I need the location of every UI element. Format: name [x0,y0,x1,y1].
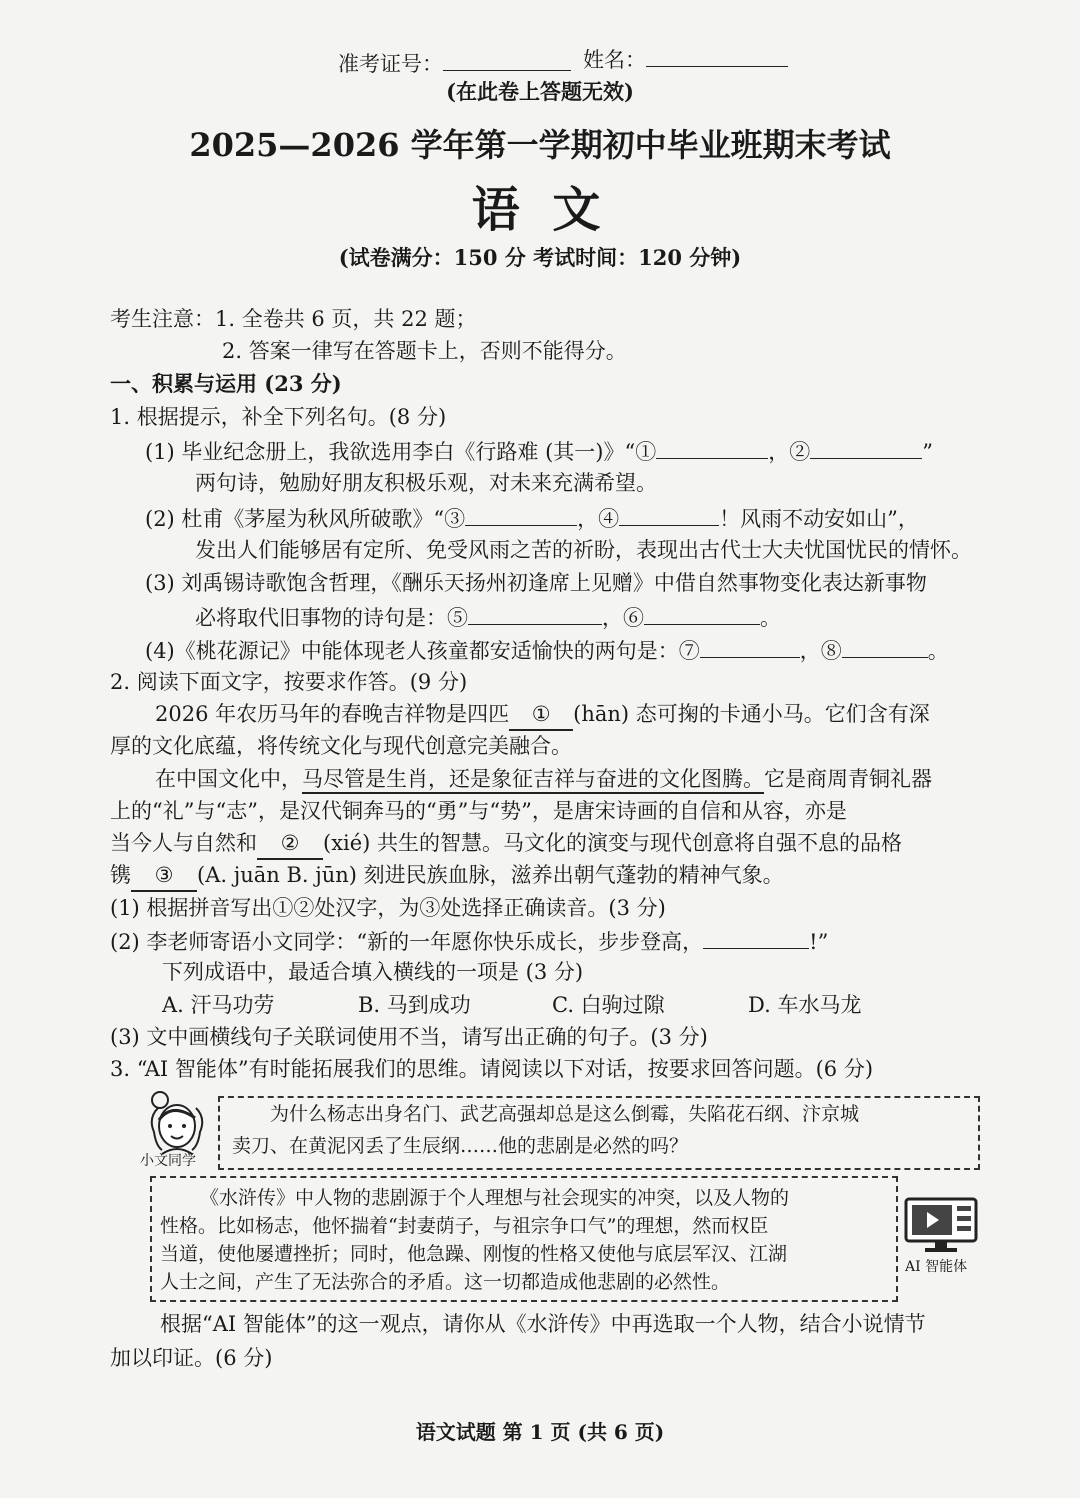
q1-part2-text-c: ！风雨不动安如山”， [719,507,919,531]
q1-part3-text-b: ，⑥ [602,606,644,630]
q2-para2-line4-text: 镌 [110,863,131,887]
exam-number-field [338,48,571,78]
student-dialog-line1: 为什么杨志出身名门、武艺高强却总是这么倒霉，失陷花石纲、汴京城 [270,1103,860,1125]
q1-part3-text-c: 。 [760,606,781,630]
name-label: 姓名： [583,48,646,72]
q1-part1-line1 [145,436,933,466]
ai-dialog-line3: 当道，使他屡遭挫折；同时，他急躁、刚愎的性格又使他与底层军汉、江湖 [160,1243,788,1265]
q2-blank-1: ① [509,700,573,731]
blank-8 [842,635,928,658]
q1-part4-line1 [145,635,949,665]
q2-para2-text: 在中国文化中， [155,767,302,791]
q2-para2-line1 [155,765,932,793]
q1-part4-text-b: ，⑧ [799,639,842,663]
question-1-stem: 1. 根据提示，补全下列名句。(8 分) [110,405,447,429]
q2-para2-line2: 上的“礼”与“志”，是汉代铜奔马的“勇”与“势”，是唐宋诗画的自信和从容，亦是 [110,799,847,823]
q2-para1-line1 [155,700,930,731]
q2-blank-2: ② [257,829,323,860]
blank-3 [465,503,577,526]
option-a: A. 汗马功劳 [162,993,275,1017]
q2-para2-text-b: 它是商周青铜礼器 [764,767,932,791]
q2-para2-line3 [110,829,902,860]
notice-line-1: 考生注意：1. 全卷共 6 页，共 22 题； [110,307,477,331]
q1-part1-text-c: ” [922,440,933,464]
q1-part2-line1 [145,503,919,533]
q2-sub3: (3) 文中画横线句子关联词使用不当，请写出正确的句子。(3 分) [110,1025,708,1049]
exam-number-blank [443,48,571,71]
option-d: D. 车水马龙 [748,993,862,1017]
blank-7 [700,635,800,658]
student-avatar-icon [142,1088,212,1158]
score-time-info: (试卷满分：150 分 考试时间：120 分钟) [338,245,742,270]
name-field [583,44,788,74]
q1-part2-text: (2) 杜甫《茅屋为秋风所破歌》“③ [145,507,466,531]
computer-monitor-icon [903,1196,979,1254]
student-dialog-line2: 卖刀、在黄泥冈丢了生辰纲……他的悲剧是必然的吗？ [232,1135,689,1157]
student-label: 小文同学 [140,1153,196,1169]
exam-title: 2025—2026 学年第一学期初中毕业班期末考试 [189,126,891,164]
q2-para2-line3-text-b: (xié) 共生的智慧。马文化的演变与现代创意将自强不息的品格 [323,831,903,855]
exam-number-label: 准考证号： [338,52,443,76]
option-b: B. 马到成功 [358,993,471,1017]
q1-part1-line2: 两句诗，勉励好朋友积极乐观，对未来充满希望。 [195,471,657,495]
q2-para2-line4-text-b: (A. juān B. jūn) 刻进民族血脉，滋养出朝气蓬勃的精神气象。 [197,863,784,887]
question-2-stem: 2. 阅读下面文字，按要求作答。(9 分) [110,670,468,694]
q1-part3-text: 必将取代旧事物的诗句是：⑤ [195,606,468,630]
q2-para2-line3-text: 当今人与自然和 [110,831,257,855]
ai-dialog-line2: 性格。比如杨志，他怀揣着“封妻荫子，与祖宗争口气”的理想，然而权臣 [160,1215,769,1237]
ai-dialog-line1: 《水浒传》中人物的悲剧源于个人理想与社会现实的冲突，以及人物的 [200,1187,790,1209]
section-title: 一、积累与运用 (23 分) [110,371,342,396]
invalid-answer-note: (在此卷上答题无效) [446,79,634,104]
q1-part2-line2: 发出人们能够居有定所、免受风雨之苦的祈盼，表现出古代士大夫忧国忧民的情怀。 [195,538,972,562]
q2-para2-line4 [110,861,784,892]
q2-sub2-text-b: !” [809,930,829,954]
q2-sub1: (1) 根据拼音写出①②处汉字，为③处选择正确读音。(3 分) [110,896,666,920]
q2-blank-3: ③ [131,861,197,892]
q3-task-line2: 加以印证。(6 分) [110,1346,273,1370]
ai-label: AI 智能体 [905,1259,968,1275]
q1-part1-text: (1) 毕业纪念册上，我欲选用李白《行路难 (其一)》“① [145,440,657,464]
ai-dialog-line4: 人士之间，产生了无法弥合的矛盾。这一切都造成他悲剧的必然性。 [160,1271,731,1293]
page-footer: 语文试题 第 1 页 (共 6 页) [415,1420,665,1444]
q3-task-line1: 根据“AI 智能体”的这一观点，请你从《水浒传》中再选取一个人物，结合小说情节 [160,1312,926,1336]
q2-sub2-line2: 下列成语中，最适合填入横线的一项是 (3 分) [162,960,584,984]
blank-5 [468,602,602,625]
blank-6 [644,602,760,625]
q1-part1-text-b: ，② [768,440,811,464]
blank-4 [619,503,719,526]
q2-para1-line2: 厚的文化底蕴，将传统文化与现代创意完美融合。 [110,734,572,758]
name-blank [646,44,788,67]
q1-part2-text-b: ，④ [577,507,620,531]
q2-sub2-text: (2) 李老师寄语小文同学：“新的一年愿你快乐成长，步步登高， [110,930,704,954]
blank-1 [656,436,768,459]
q2-sub2-line1 [110,926,828,956]
q2-underlined-sentence: 马尽管是生肖，还是象征吉祥与奋进的文化图腾。 [302,767,764,794]
q1-part4-text: (4)《桃花源记》中能体现老人孩童都安适愉快的两句是：⑦ [145,639,700,663]
q2-sub2-blank [703,926,809,949]
q2-para1-text: 2026 年农历马年的春晚吉祥物是四匹 [155,702,510,726]
question-3-stem: 3. “AI 智能体”有时能拓展我们的思维。请阅读以下对话，按要求回答问题。(6 分) [110,1057,874,1081]
blank-2 [810,436,922,459]
q1-part3-line1: (3) 刘禹锡诗歌饱含哲理，《酬乐天扬州初逢席上见赠》中借自然事物变化表达新事物 [145,571,927,595]
notice-line-2: 2. 答案一律写在答题卡上，否则不能得分。 [222,339,627,363]
option-c: C. 白驹过隙 [552,993,665,1017]
subject-title: 语 文 [471,182,609,238]
q1-part3-line2 [195,602,781,632]
q2-para1-text-b: (hān) 态可掬的卡通小马。它们含有深 [573,702,930,726]
q1-part4-text-c: 。 [927,639,949,663]
